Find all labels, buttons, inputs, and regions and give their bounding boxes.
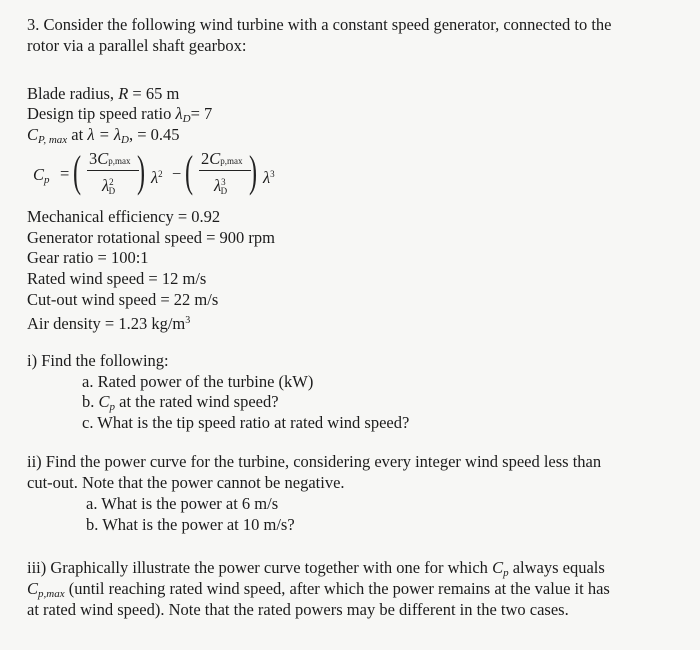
- part1-item-c: c. What is the tip speed ratio at rated wind speed?: [82, 413, 410, 432]
- part1-title: i) Find the following:: [27, 351, 169, 370]
- part2-item-b: b. What is the power at 10 m/s?: [86, 515, 295, 534]
- cp-formula: [27, 146, 357, 202]
- part3-line-2: $C_{p,max}$ (until reaching rated wind speed, after which the power remains at the value it has: [27, 579, 610, 600]
- right-paren-1: ): [137, 147, 146, 196]
- fraction1-bar: [87, 170, 139, 171]
- gear-ratio: Gear ratio = 100:1: [27, 248, 149, 267]
- air-density: Air density = 1.23 $kg/m^3$: [27, 314, 191, 333]
- fraction1-numerator: 3Cp,max: [89, 149, 131, 168]
- part2-line-2: cut-out. Note that the power cannot be negative.: [27, 473, 345, 492]
- lambda-squared: $\lambda^2$: [151, 168, 163, 187]
- cutout-wind-speed: Cut-out wind speed = 22 m/s: [27, 290, 219, 309]
- formula-lhs: $C_p$: [33, 165, 50, 186]
- fraction2-numerator: 2Cp,max: [201, 149, 243, 168]
- formula-equals: =: [60, 164, 70, 183]
- intro-line-2: rotor via a parallel shaft gearbox:: [27, 36, 247, 55]
- right-paren-2: ): [249, 147, 258, 196]
- cp-max: $C_{P, max}$ at $\lambda = \lambda_D$, = 0.45: [27, 125, 180, 146]
- fraction2-bar: [199, 170, 251, 171]
- part2-item-a: a. What is the power at 6 m/s: [86, 494, 279, 513]
- design-tip-speed-ratio: Design tip speed ratio $\lambda_D= 7$: [27, 104, 213, 125]
- left-paren-1: (: [73, 147, 82, 196]
- lambda-cubed: $\lambda^3$: [263, 168, 275, 187]
- fraction2-denominator: $\lambda^3D$: [214, 176, 228, 196]
- formula-minus: −: [172, 164, 182, 183]
- mechanical-efficiency: Mechanical efficiency = 0.92: [27, 207, 221, 226]
- part3-line-3: at rated wind speed). Note that the rated powers may be different in the two cases.: [27, 600, 569, 619]
- fraction1-denominator: $\lambda^2D$: [102, 176, 116, 196]
- part2-line-1: ii) Find the power curve for the turbine, considering every integer wind speed less than: [27, 452, 602, 471]
- rated-wind-speed: Rated wind speed = 12 m/s: [27, 269, 207, 288]
- part3-line-1: iii) Graphically illustrate the power curve together with one for which $C_p$ always equals: [27, 558, 605, 579]
- generator-speed: Generator rotational speed = 900 rpm: [27, 228, 276, 247]
- left-paren-2: (: [185, 147, 194, 196]
- part1-item-b: b. $C_p$ at the rated wind speed?: [82, 392, 279, 413]
- part1-item-a: a. Rated power of the turbine (kW): [82, 372, 314, 391]
- intro-line-1: 3. Consider the following wind turbine with a constant speed generator, connected to the: [27, 15, 612, 34]
- blade-radius: Blade radius, R = 65 m: [27, 84, 180, 103]
